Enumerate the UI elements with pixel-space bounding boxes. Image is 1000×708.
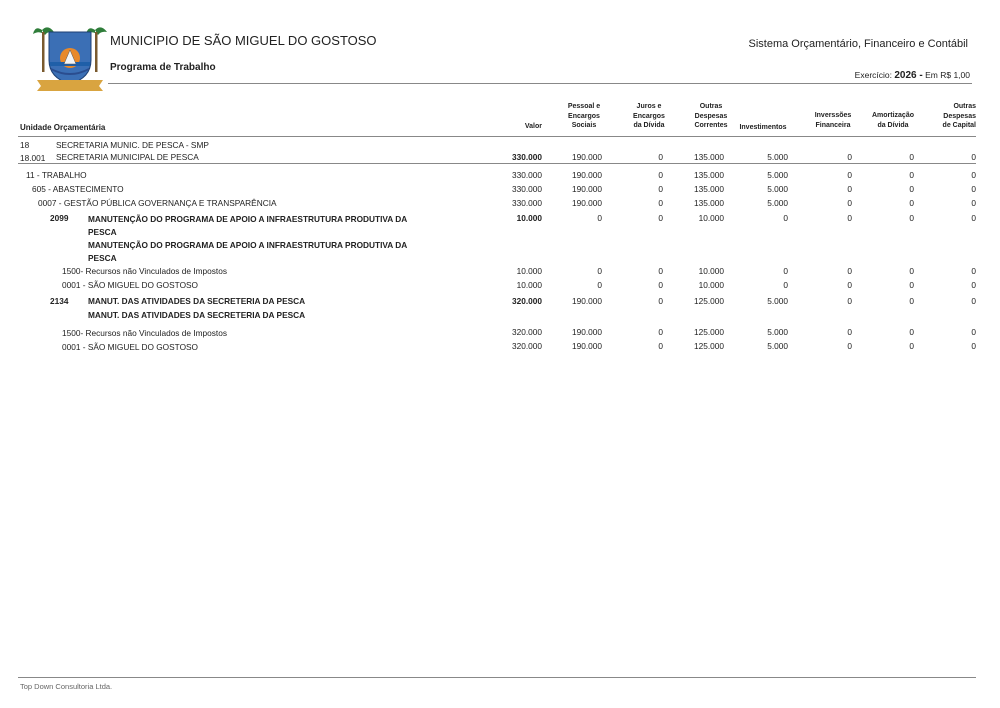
cell-investimentos: 5.000 [767,341,788,351]
cell-pessoal: 190.000 [572,341,602,351]
cell-pessoal: 190.000 [572,296,602,306]
cell-inversoes: 0 [847,266,852,276]
cell-outras-capital: 0 [971,296,976,306]
cell-amortizacao: 0 [909,152,914,162]
cell-valor: 10.000 [516,280,542,290]
cell-pessoal: 190.000 [572,184,602,194]
action-title: MANUTENÇÃO DO PROGRAMA DE APOIO A INFRAESTRUTURA PRODUTIVA DA PESCA [88,214,408,237]
cell-pessoal: 190.000 [572,152,602,162]
action-code: 2134 [50,296,69,306]
cell-amortizacao: 0 [909,296,914,306]
cell-outras-correntes: 135.000 [694,198,724,208]
subfunction-label: 605 - ABASTECIMENTO [32,184,124,194]
cell-pessoal: 0 [597,213,602,223]
cell-outras-capital: 0 [971,280,976,290]
column-pessoal-header: Pessoal e Encargos Sociais [567,103,601,130]
cell-investimentos: 5.000 [767,170,788,180]
column-investimentos-header: Investimentos [739,124,787,131]
cell-pessoal: 190.000 [572,170,602,180]
action-title: MANUT. DAS ATIVIDADES DA SECRETERIA DA PESCA [88,296,306,306]
cell-outras-correntes: 125.000 [694,341,724,351]
cell-pessoal: 0 [597,266,602,276]
cell-juros: 0 [658,152,663,162]
cell-valor: 320.000 [512,296,542,306]
exercise-year: 2026 - [894,70,923,81]
cell-outras-capital: 0 [971,152,976,162]
cell-inversoes: 0 [847,213,852,223]
header-rule [108,83,972,84]
cell-outras-correntes: 10.000 [698,266,724,276]
cell-amortizacao: 0 [909,327,914,337]
column-amortizacao-header: Amortização da Dívida [871,112,914,129]
org-code: 18 [20,140,30,150]
function-label: 11 - TRABALHO [26,170,87,180]
action-description: MANUTENÇÃO DO PROGRAMA DE APOIO A INFRAESTRUTURA PRODUTIVA DA PESCA [88,240,408,263]
cell-inversoes: 0 [847,296,852,306]
column-valor-header: Valor [524,123,542,130]
cell-amortizacao: 0 [909,184,914,194]
column-outras-correntes-header: Outras Despesas Correntes [694,103,728,130]
locality-label: 0001 - SÃO MIGUEL DO GOSTOSO [62,280,199,290]
unit-code: 18.001 [20,153,46,163]
cell-investimentos: 5.000 [767,184,788,194]
cell-outras-correntes: 135.000 [694,152,724,162]
cell-investimentos: 5.000 [767,296,788,306]
cell-juros: 0 [658,266,663,276]
cell-pessoal: 190.000 [572,198,602,208]
cell-valor: 330.000 [512,152,542,162]
column-header-rule [18,136,976,137]
action-code: 2099 [50,213,69,223]
exercise-label: Exercício: [854,70,892,80]
cell-outras-capital: 0 [971,198,976,208]
cell-juros: 0 [658,296,663,306]
report-title: Programa de Trabalho [110,62,216,73]
footer-company: Top Down Consultoria Ltda. [20,682,113,691]
cell-inversoes: 0 [847,170,852,180]
cell-outras-correntes: 10.000 [698,213,724,223]
column-juros-header: Juros e Encargos da Dívida [633,103,665,130]
cell-inversoes: 0 [847,184,852,194]
cell-pessoal: 190.000 [572,327,602,337]
unit-name: SECRETARIA MUNICIPAL DE PESCA [56,152,199,162]
cell-juros: 0 [658,327,663,337]
cell-outras-capital: 0 [971,327,976,337]
cell-valor: 330.000 [512,170,542,180]
column-inversoes-header: Inverssões Financeira [814,112,852,129]
action-description: MANUT. DAS ATIVIDADES DA SECRETERIA DA PESCA [88,310,306,320]
cell-investimentos: 0 [783,213,788,223]
cell-outras-correntes: 135.000 [694,170,724,180]
cell-valor: 10.000 [516,213,542,223]
program-label: 0007 - GESTÃO PÚBLICA GOVERNANÇA E TRANSPARÊNCIA [38,198,277,208]
cell-valor: 10.000 [516,266,542,276]
cell-valor: 330.000 [512,198,542,208]
cell-pessoal: 0 [597,280,602,290]
cell-amortizacao: 0 [909,280,914,290]
column-outras-capital-header: Outras Despesas de Capital [942,103,976,130]
locality-label: 0001 - SÃO MIGUEL DO GOSTOSO [62,342,199,352]
cell-amortizacao: 0 [909,213,914,223]
org-name: SECRETARIA MUNIC. DE PESCA - SMP [56,140,209,150]
exercise-info [855,70,970,81]
cell-investimentos: 5.000 [767,327,788,337]
cell-inversoes: 0 [847,152,852,162]
cell-amortizacao: 0 [909,266,914,276]
cell-outras-correntes: 10.000 [698,280,724,290]
cell-outras-correntes: 125.000 [694,296,724,306]
unit-rule [18,163,976,164]
footer-rule [18,677,976,678]
cell-amortizacao: 0 [909,198,914,208]
cell-valor: 330.000 [512,184,542,194]
cell-outras-capital: 0 [971,184,976,194]
cell-outras-correntes: 135.000 [694,184,724,194]
cell-inversoes: 0 [847,341,852,351]
cell-juros: 0 [658,184,663,194]
cell-outras-capital: 0 [971,213,976,223]
municipal-coat-of-arms-logo [33,24,107,92]
cell-outras-capital: 0 [971,170,976,180]
cell-juros: 0 [658,341,663,351]
cell-investimentos: 5.000 [767,152,788,162]
cell-investimentos: 0 [783,280,788,290]
cell-juros: 0 [658,170,663,180]
resource-label: 1500- Recursos não Vinculados de Impostos [62,328,227,338]
cell-inversoes: 0 [847,280,852,290]
cell-amortizacao: 0 [909,341,914,351]
column-unit-header: Unidade Orçamentária [20,123,106,132]
cell-juros: 0 [658,280,663,290]
cell-valor: 320.000 [512,327,542,337]
cell-valor: 320.000 [512,341,542,351]
system-name: Sistema Orçamentário, Financeiro e Contábil [748,38,968,50]
cell-juros: 0 [658,213,663,223]
municipality-name: MUNICIPIO DE SÃO MIGUEL DO GOSTOSO [110,33,377,48]
cell-juros: 0 [658,198,663,208]
cell-inversoes: 0 [847,198,852,208]
resource-label: 1500- Recursos não Vinculados de Impostos [62,266,227,276]
cell-outras-capital: 0 [971,341,976,351]
currency-label: Em R$ 1,00 [925,70,970,80]
cell-amortizacao: 0 [909,170,914,180]
cell-outras-capital: 0 [971,266,976,276]
cell-outras-correntes: 125.000 [694,327,724,337]
cell-investimentos: 0 [783,266,788,276]
cell-inversoes: 0 [847,327,852,337]
cell-investimentos: 5.000 [767,198,788,208]
